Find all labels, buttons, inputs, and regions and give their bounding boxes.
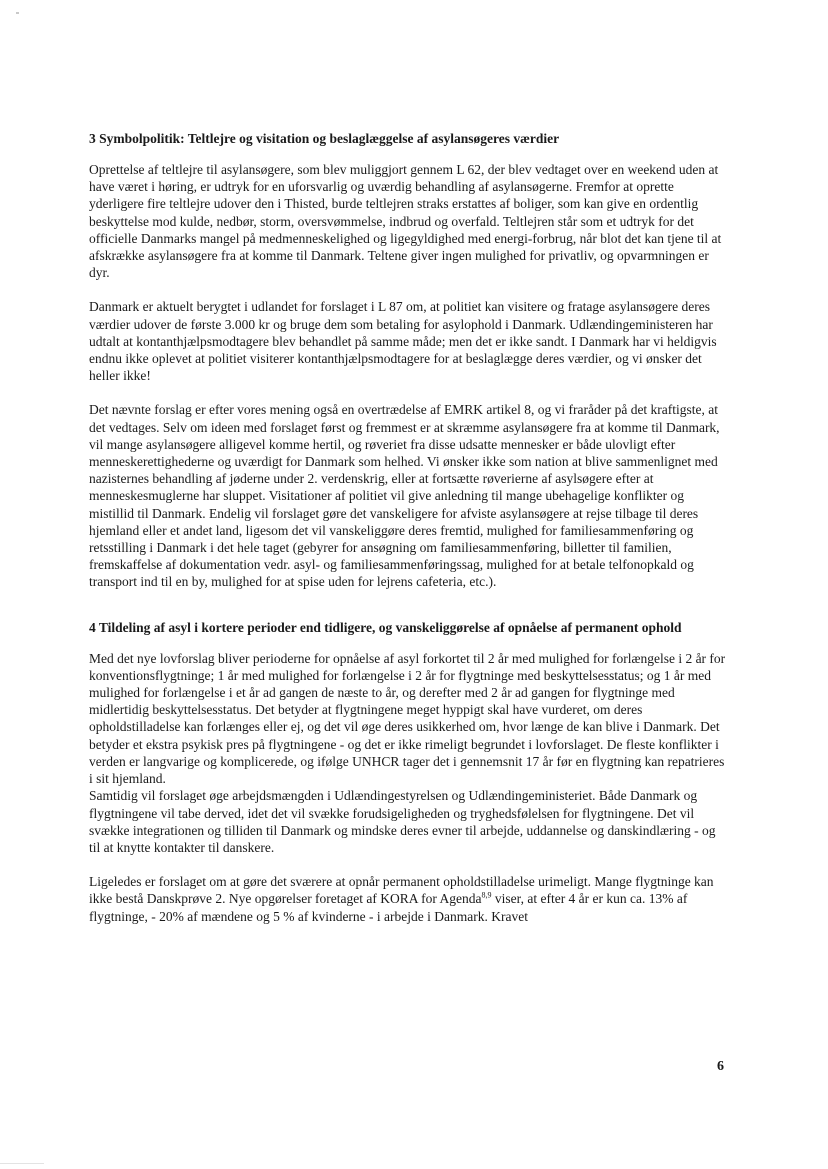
section-4-paragraph-3-text: Ligeledes er forslaget om at gøre det sværere at opnår permanent opholdstilladelse urimeligt. Mange flygtninge kan ikke bestå Danskprøve 2. Nye opgørelser foretaget af KORA for Agenda <box>89 874 714 907</box>
footnote-reference: 8,9 <box>481 890 492 900</box>
section-3-heading: 3 Symbolpolitik: Teltlejre og visitation og beslaglæggelse af asylansøgeres værdier <box>89 131 560 146</box>
page-number: 6 <box>717 1059 724 1074</box>
scan-artifact <box>16 12 19 14</box>
section-4-paragraph-2: Samtidig vil forslaget øge arbejdsmængden i Udlændingestyrelsen og Udlændingeministeriet. Både Danmark og flygtningene vil tabe derved, idet det vil svække forudsigeligheden og tryghedsfølelsen for flygtningene. Det vil svække integrationen og tilliden til Danmark og mindske deres evner til arbejde, uddannelse og danskindlæring - og til at knytte kontakter til danskere. <box>89 788 716 855</box>
section-4-heading: 4 Tildeling af asyl i kortere perioder end tidligere, og vanskeliggørelse af opnåelse af permanent ophold <box>89 619 682 635</box>
section-3-paragraph-3: Det nævnte forslag er efter vores mening også en overtrædelse af EMRK artikel 8, og vi fraråder på det kraftigste, at det vedtages. Selv om ideen med forslaget først og fremmest er at skræmme asylansøgere fra at komme til Danmark, vil mange asylansøgere alligevel komme hertil, og røveriet fra disse udsatte mennesker er både ulovligt efter menneskerettighederne og uværdigt for Danmark som helhed. Vi ønsker ikke som nation at blive sammenlignet med nazisternes behandling af jøderne under 2. verdenskrig, eller at fortsætte røverierne af asylsøgere efter at menneskesmuglerne har sluppet. Visitationer af politiet vil give anledning til mange ubehagelige konflikter og mistillid til Danmark. Endelig vil forslaget gøre det vanskeligere for afviste asylansøgere at rejse tilbage til deres hjemland eller et andet land, ligesom det vil vanskeliggøre deres fremtid, mulighed for familiesammenføring og retsstilling i Danmark i det hele taget (gebyrer for ansøgning om familiesammenføring, billetter til familien, fremskaffelse af dokumentation vedr. asyl- og familiesammenføringssag, mulighed for at betale telfonopkald og transport ind til en by, mulighed for at spise uden for lejrens cafeteria, etc.). <box>89 402 720 590</box>
page-content <box>89 130 729 925</box>
section-4-paragraph-3 <box>89 873 729 925</box>
section-3-paragraph-2: Danmark er aktuelt berygtet i udlandet for forslaget i L 87 om, at politiet kan visitere og fratage asylansøgere deres værdier udover de første 3.000 kr og bruge dem som betaling for asylophold i Danmark. Udlændingeministeren har udtalt at kontanthjælpsmodtagere blev behandlet på samme måde; men det er ikke sandt. I Danmark har vi heldigvis endnu ikke oplevet at politiet visiterer kontanthjælpsmodtagere for at beslaglægge deres værdier, og vi ønsker det heller ikke! <box>89 299 717 384</box>
scan-artifact-line <box>0 1163 44 1164</box>
section-4-paragraph-1: Med det nye lovforslag bliver perioderne for opnåelse af asyl forkortet til 2 år med mulighed for forlængelse i 2 år for konventionsflygtninge; 1 år med mulighed for forlængelse i 2 år for flygtninge med beskyttelsesstatus; og 1 år med mulighed for forlængelse i et år ad gangen de næste to år, og derefter med 2 år ad gangen for flygtninge med midlertidig beskyttelsesstatus. Det betyder at flygtningene meget hyppigt skal have vurderet, om deres opholdstilladelse kan forlænges eller ej, og det vil øge deres usikkerhed om, hvor længe de kan blive i Danmark. Det betyder et ekstra psykisk pres på flygtningene - og det er ikke rimeligt begrundet i lovforslaget. De fleste konflikter i verden er langvarige og komplicerede, og ifølge UNHCR tager det i gennemsnit 17 år før en flygtning kan repatrieres i sit hjemland. <box>89 650 726 787</box>
section-4-paragraph-3-continued: viser, at efter 4 år er kun ca. 13% af flygtninge, - 20% af mændene og 5 % af kvinderne - i arbejde i Danmark. Kravet <box>89 891 688 924</box>
section-3-paragraph-1: Oprettelse af teltlejre til asylansøgere, som blev muliggjort gennem L 62, der blev vedtaget over en weekend uden at have været i høring, er udtryk for en uforsvarlig og uværdig behandling af asylansøgerne. Fremfor at oprette yderligere fire teltlejre udover den i Thisted, burde teltlejren straks erstattes af boliger, som kan give en ordentlig beskyttelse mod kulde, nedbør, storm, oversvømmelse, indbrud og overfald. Teltlejren står som et udtryk for det officielle Danmarks mangel på medmenneskelighed og ligegyldighed med energi-forbrug, når blot det kan tjene til at afskrække asylansøgere fra at komme til Danmark. Teltene giver ingen mulighed for privatliv, og opvarmningen er dyr. <box>89 162 722 281</box>
